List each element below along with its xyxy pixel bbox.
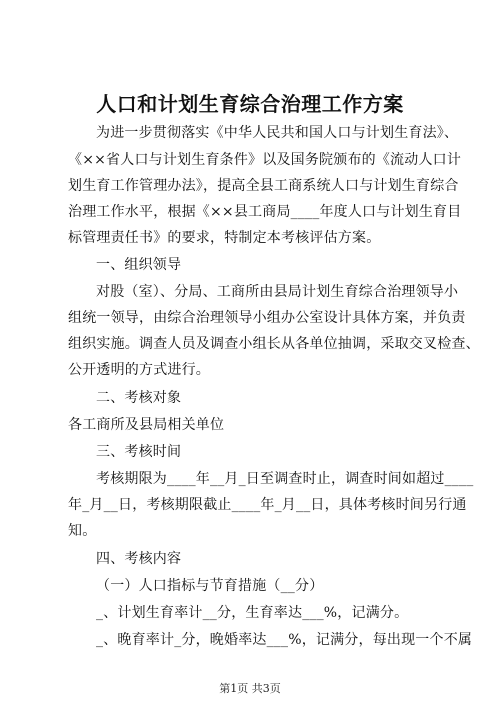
subsection-heading: （一）人口指标与节育措施（__分） (96, 578, 324, 594)
paragraph-line: 为进一步贯彻落实《中华人民共和国人口与计划生育法》、 (96, 125, 459, 141)
section-heading: 三、考核时间 (96, 444, 182, 460)
paragraph-line: 标管理责任书》的要求，特制定本考核评估方案。 (68, 230, 381, 246)
page-footer: 第1页 共3页 (219, 682, 281, 695)
paragraph-line: 知。 (68, 523, 97, 539)
paragraph-line: 考核期限为____年__月_日至调查时止，调查时间如超过____ (96, 471, 474, 487)
paragraph-line: 年_月__日，考核期限截止____年_月__日，具体考核时间另行通 (68, 497, 467, 513)
section-heading: 四、考核内容 (96, 551, 182, 567)
paragraph-line: 公开透明的方式进行。 (68, 362, 210, 378)
section-heading: 一、组织领导 (96, 257, 182, 273)
paragraph-line: 组统一领导，由综合治理领导小组办公室设计具体方案，并负责 (68, 310, 466, 326)
paragraph-line: 组织实施。调查人员及调查小组长从各单位抽调，采取交叉检查、 (68, 336, 480, 352)
paragraph-line: 《××省人口与计划生育条件》以及国务院颁布的《流动人口计 (68, 152, 462, 168)
paragraph-line: 划生育工作管理办法》，提高全县工商系统人口与计划生育综合 (68, 178, 459, 194)
paragraph-line: _、计划生育率计__分，生育率达___%，记满分。 (96, 605, 409, 621)
paragraph-line: 各工商所及县局相关单位 (68, 417, 225, 433)
document-title: 人口和计划生育综合治理工作方案 (96, 92, 404, 116)
paragraph-line: 对股（室）、分局、工商所由县局计划生育综合治理领导小 (96, 284, 459, 300)
paragraph-line: _、晚育率计_分，晚婚率达___%，记满分，每出现一个不属 (96, 632, 473, 648)
paragraph-line: 治理工作水平，根据《××县工商局____年度人口与计划生育目 (68, 204, 462, 220)
section-heading: 二、考核对象 (96, 390, 182, 406)
